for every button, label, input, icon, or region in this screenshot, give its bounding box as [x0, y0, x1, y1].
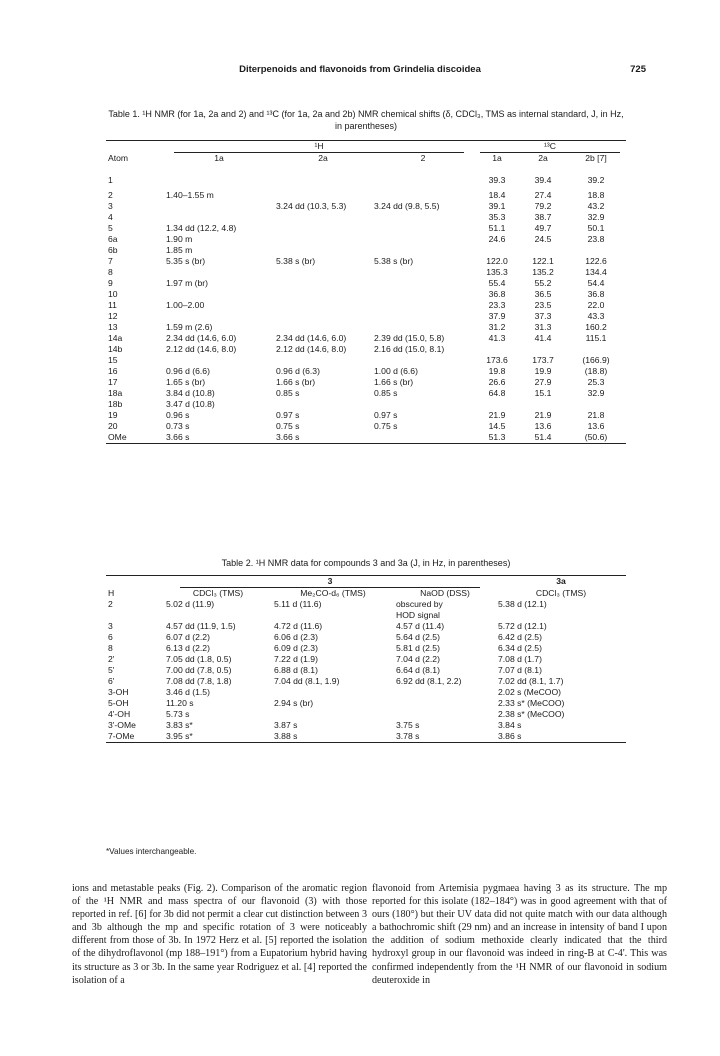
table-cell: 6.42 d (2.5)	[498, 632, 542, 642]
page-number: 725	[630, 64, 646, 75]
table-cell: 14.5	[488, 421, 506, 431]
table-cell	[272, 709, 394, 720]
table-cell	[372, 355, 474, 366]
table-cell	[520, 399, 566, 410]
table-cell: 27.4	[534, 190, 552, 200]
table-row	[106, 245, 626, 256]
table1-column-header: 1a	[492, 153, 502, 163]
table-cell: 50.1	[587, 223, 605, 233]
table-cell: 0.96 d (6.3)	[276, 366, 320, 376]
table-cell: 5.35 s (br)	[166, 256, 206, 266]
table-cell: 2.94 s (br)	[274, 698, 314, 708]
table-row	[106, 201, 626, 212]
table-cell: 115.1	[585, 333, 607, 343]
table-cell: 6.07 d (2.2)	[166, 632, 210, 642]
proton-label: 7-OMe	[106, 731, 164, 743]
table-cell: 134.4	[585, 267, 607, 277]
proton-label: 6'	[108, 676, 115, 686]
table-cell: 26.6	[488, 377, 506, 387]
table-cell	[394, 687, 496, 698]
table-cell: 1.85 m	[166, 245, 193, 255]
table-row	[106, 687, 626, 698]
table-cell: 3.24 dd (9.8, 5.5)	[374, 201, 440, 211]
table-cell: 1.97 m (br)	[166, 278, 209, 288]
table-cell: 31.3	[534, 322, 552, 332]
table-cell: 51.1	[488, 223, 506, 233]
table-cell: 3.75 s	[396, 720, 420, 730]
table-cell: 41.4	[534, 333, 552, 343]
table-cell: 135.3	[486, 267, 508, 277]
table-row	[106, 377, 626, 388]
table-cell: 3.66 s	[164, 432, 274, 444]
table-cell	[164, 212, 274, 223]
table-cell: 0.97 s	[374, 410, 398, 420]
atom-label: 14a	[108, 333, 123, 343]
table1-column-header: 2a	[318, 153, 328, 163]
table-cell: 6.34 d (2.5)	[498, 643, 542, 653]
table2-footnote: *Values interchangeable.	[106, 847, 197, 856]
atom-label: 2	[108, 190, 113, 200]
table-cell: 19.9	[534, 366, 552, 376]
proton-label: 6	[108, 632, 113, 642]
table-cell: 0.96 d (6.6)	[166, 366, 210, 376]
table-cell: 6.88 d (8.1)	[274, 665, 318, 675]
table-cell	[274, 278, 372, 289]
table-row	[106, 300, 626, 311]
table-row	[106, 322, 626, 333]
table-row	[106, 621, 626, 632]
table-cell: 5.64 d (2.5)	[396, 632, 440, 642]
table-cell	[496, 610, 626, 621]
table-cell	[274, 175, 372, 190]
table-row	[106, 289, 626, 300]
table2	[106, 575, 626, 743]
table1-caption: Table 1. ¹H NMR (for 1a, 2a and 2) and ¹³C (for 1a, 2a and 2b) NMR chemical shifts (δ, CDCl₃, TMS as internal standard, J, in Hz, in parentheses)	[108, 109, 624, 131]
table-row	[106, 333, 626, 344]
proton-label: 3-OH	[108, 687, 129, 697]
table-row	[106, 599, 626, 610]
table-row	[106, 610, 626, 621]
table2-column-header: NaOD (DSS)	[420, 588, 470, 598]
table-cell	[274, 355, 372, 366]
proton-label: 2'	[108, 654, 115, 664]
table-cell: (50.6)	[566, 432, 626, 444]
table-cell: 23.8	[587, 234, 605, 244]
atom-label: 13	[108, 322, 118, 332]
table-cell: 5.02 d (11.9)	[166, 599, 215, 609]
table-cell: 51.3	[474, 432, 520, 444]
table-cell	[274, 311, 372, 322]
table-cell: 4.57 d (11.4)	[396, 621, 445, 631]
table-cell: 21.9	[534, 410, 552, 420]
table-cell: 39.3	[488, 175, 506, 185]
table-cell: 6.09 d (2.3)	[274, 643, 318, 653]
table-cell: 1.40–1.55 m	[166, 190, 214, 200]
table-cell: 22.0	[587, 300, 605, 310]
table-cell: 0.97 s	[276, 410, 300, 420]
table1	[106, 140, 626, 444]
table-row	[106, 190, 626, 201]
proton-label: 4'-OH	[108, 709, 131, 719]
table-cell: 39.1	[488, 201, 506, 211]
body-left-column	[72, 882, 367, 987]
table-cell: 3.95 s*	[164, 731, 272, 743]
table-cell: 2.12 dd (14.6, 8.0)	[166, 344, 237, 354]
table-cell: 3.47 d (10.8)	[166, 399, 215, 409]
table-cell: 5.81 d (2.5)	[396, 643, 440, 653]
table-cell	[164, 201, 274, 212]
table-cell: obscured by	[396, 599, 443, 609]
atom-label: 9	[108, 278, 113, 288]
table-cell	[164, 267, 274, 278]
table-cell	[372, 267, 474, 278]
table-cell	[372, 234, 474, 245]
table-cell	[164, 289, 274, 300]
table2-column-header: Me₂CO-d₆ (TMS)	[300, 588, 366, 598]
table-row	[106, 410, 626, 421]
proton-label: 5'	[108, 665, 115, 675]
table-cell	[372, 190, 474, 201]
table-cell: 38.7	[534, 212, 552, 222]
table-cell: 23.5	[534, 300, 552, 310]
atom-label: 7	[108, 256, 113, 266]
table-cell: 1.00–2.00	[166, 300, 205, 310]
table-cell: 1.34 dd (12.2, 4.8)	[166, 223, 237, 233]
table-cell: 7.07 d (8.1)	[498, 665, 542, 675]
table-row	[106, 311, 626, 322]
atom-label: 15	[108, 355, 118, 365]
table-cell: 55.2	[534, 278, 552, 288]
table-cell: 2.12 dd (14.6, 8.0)	[276, 344, 347, 354]
table-cell	[372, 223, 474, 234]
table-cell: 2.34 dd (14.6, 6.0)	[276, 333, 347, 343]
table-cell: 23.3	[488, 300, 506, 310]
table-cell: 64.8	[488, 388, 506, 398]
table-cell: 31.2	[488, 322, 506, 332]
table-cell	[520, 344, 566, 355]
table2-column-header: CDCl₃ (TMS)	[535, 588, 587, 598]
table-cell: 13.6	[534, 421, 552, 431]
atom-label: 3	[108, 201, 113, 211]
table-cell: 3.84 d (10.8)	[166, 388, 215, 398]
body-right-column	[372, 882, 667, 987]
table-cell: 6.92 dd (8.1, 2.2)	[396, 676, 462, 686]
table-cell	[274, 234, 372, 245]
table-cell	[274, 267, 372, 278]
table-cell: 0.85 s	[276, 388, 300, 398]
table-row	[106, 720, 626, 731]
table-cell: 7.04 dd (8.1, 1.9)	[274, 676, 340, 686]
table-cell: 3.87 s	[274, 720, 298, 730]
atom-label: 12	[108, 311, 118, 321]
table-cell: 0.75 s	[374, 421, 398, 431]
proton-label: 8	[108, 643, 113, 653]
table-cell: (166.9)	[582, 355, 610, 365]
table-cell	[274, 399, 372, 410]
table-cell: 36.8	[488, 289, 506, 299]
table-cell: 7.04 d (2.2)	[396, 654, 440, 664]
table-cell	[394, 698, 496, 709]
table2-column-header: CDCl₃ (TMS)	[192, 588, 244, 598]
table-cell: 7.08 d (1.7)	[498, 654, 542, 664]
table-cell: 122.1	[532, 256, 554, 266]
table-cell	[164, 610, 272, 621]
table-cell: 7.05 dd (1.8, 0.5)	[166, 654, 232, 664]
table-cell: 49.7	[534, 223, 552, 233]
table-row	[106, 223, 626, 234]
table-cell	[164, 175, 274, 190]
table-cell: 3.88 s	[272, 731, 394, 743]
table-cell	[274, 322, 372, 333]
table-cell	[566, 344, 626, 355]
atom-label: OMe	[106, 432, 164, 444]
table-cell: 3.24 dd (10.3, 5.3)	[276, 201, 347, 211]
table-cell: 2.38 s* (MeCOO)	[498, 709, 565, 719]
table-cell: 3.83 s*	[166, 720, 193, 730]
table-row	[106, 665, 626, 676]
table-cell: 1.00 d (6.6)	[374, 366, 418, 376]
body-right-text: flavonoid from Artemisia pygmaea having 3 as its structure. The mp reported for this isolate (182–184°) was in good agreement with that of ours (180°) but their UV data did not quite match with our data although a bathochromic shift (29 nm) and an increase in intensity of band I upon the addition of sodium methoxide clearly indicated that the third hydroxyl group in our flavonoid was indeed in ring-B at C-4'. This was confirmed independently from the ¹H NMR of our flavonoid in sodium deuteroxide in	[372, 883, 667, 986]
atom-label: 17	[108, 377, 118, 387]
table-cell	[566, 399, 626, 410]
table-cell: 43.3	[587, 311, 605, 321]
table-cell: 7.00 dd (7.8, 0.5)	[166, 665, 232, 675]
atom-label: 14b	[108, 344, 123, 354]
table-cell: 1.66 s (br)	[276, 377, 316, 387]
table-cell: 24.6	[488, 234, 506, 244]
table-cell: 2.34 dd (14.6, 6.0)	[166, 333, 237, 343]
table-cell	[372, 322, 474, 333]
table2-group-3: 3	[180, 576, 480, 588]
table-cell: 1.65 s (br)	[166, 377, 206, 387]
table-cell: 5.38 s (br)	[374, 256, 414, 266]
table-cell	[372, 212, 474, 223]
table-cell	[474, 344, 520, 355]
table-row	[106, 267, 626, 278]
table-cell	[274, 245, 372, 256]
table2-column-header: H	[108, 588, 115, 598]
table-cell	[372, 175, 474, 190]
table-cell: 7.02 dd (8.1, 1.7)	[498, 676, 564, 686]
table-row	[106, 676, 626, 687]
table-cell: 7.22 d (1.9)	[274, 654, 318, 664]
page-header	[0, 64, 720, 82]
table1-column-header: 2b [7]	[585, 153, 607, 163]
atom-label: 20	[108, 421, 118, 431]
table-cell	[274, 223, 372, 234]
table-cell: 36.5	[534, 289, 552, 299]
table-cell: 4.57 dd (11.9, 1.5)	[166, 621, 236, 631]
table-cell: 24.5	[534, 234, 552, 244]
table-cell: 5.38 d (12.1)	[498, 599, 547, 609]
table1-h-group: ¹H	[174, 141, 464, 153]
table-cell	[520, 245, 566, 256]
table-cell: 11.20 s	[166, 698, 194, 708]
table1-column-header: 2a	[538, 153, 548, 163]
table-cell	[274, 289, 372, 300]
body-left-text: ions and metastable peaks (Fig. 2). Comparison of the aromatic region of the ¹H NMR and mass spectra of our flavonoid (3) with those reported in ref. [6] for 3b did not permit a clear cut distinction between 3 and 3b although the mp and specific rotation of 3 were noticeably different from those of 3b. In 1972 Herz et al. [5] reported the isolation of the dihydroflavonol (mp 188–191°) from a Eupatorium hybrid having its structure as 3 or 3b. In the same year Rodriguez et al. [4] reported the isolation of a	[72, 883, 367, 986]
table-cell: 0.96 s	[166, 410, 190, 420]
table-cell: 18.4	[488, 190, 506, 200]
table-cell: 25.3	[587, 377, 605, 387]
proton-label	[106, 610, 164, 621]
table-cell: 3.78 s	[394, 731, 496, 743]
proton-label: 3	[108, 621, 113, 631]
table-cell	[372, 300, 474, 311]
atom-label: 18b	[108, 399, 123, 409]
table-cell	[272, 610, 394, 621]
table-cell	[372, 245, 474, 256]
table-cell: 36.8	[587, 289, 605, 299]
table-cell	[372, 399, 474, 410]
table-cell: 173.7	[532, 355, 554, 365]
table-cell	[272, 687, 394, 698]
table-cell	[394, 709, 496, 720]
table1-column-header: Atom	[108, 153, 129, 163]
table-cell: 37.3	[534, 311, 552, 321]
table-cell: 15.1	[534, 388, 552, 398]
table-row	[106, 643, 626, 654]
table-cell: 3.84 s	[498, 720, 522, 730]
atom-label: 16	[108, 366, 118, 376]
table-cell: 3.66 s	[274, 432, 372, 444]
table-row	[106, 654, 626, 665]
table-cell	[474, 245, 520, 256]
table-cell: 5.11 d (11.6)	[274, 599, 322, 609]
atom-label: 1	[108, 175, 113, 185]
table-row	[106, 731, 626, 743]
table-cell	[164, 311, 274, 322]
table1-column-header: 1a	[214, 153, 224, 163]
table-cell	[164, 355, 274, 366]
table-row	[106, 399, 626, 410]
table-cell: 122.0	[486, 256, 508, 266]
table-cell	[274, 300, 372, 311]
table-row	[106, 278, 626, 289]
table-row	[106, 234, 626, 245]
table-cell: 0.85 s	[374, 388, 398, 398]
table-row	[106, 256, 626, 267]
table-row	[106, 366, 626, 377]
proton-label: 3'-OMe	[108, 720, 136, 730]
table-cell: 2.16 dd (15.0, 8.1)	[374, 344, 445, 354]
table-cell	[274, 190, 372, 201]
atom-label: 6b	[108, 245, 118, 255]
atom-label: 5	[108, 223, 113, 233]
table-cell: 39.4	[534, 175, 552, 185]
table-row	[106, 388, 626, 399]
table1-c-group: ¹³C	[480, 141, 620, 153]
table-cell: 32.9	[587, 388, 605, 398]
table-cell: 27.9	[534, 377, 552, 387]
table-row	[106, 344, 626, 355]
atom-label: 4	[108, 212, 113, 222]
table-cell: 3.86 s	[496, 731, 626, 743]
table-cell: 39.2	[587, 175, 605, 185]
table-cell: 173.6	[486, 355, 508, 365]
table-cell: 1.59 m (2.6)	[166, 322, 213, 332]
table1-column-header: 2	[420, 153, 426, 163]
table-cell: 5.73 s	[166, 709, 190, 719]
table-cell: 13.6	[587, 421, 605, 431]
table-cell: 21.8	[587, 410, 605, 420]
table-row	[106, 421, 626, 432]
table-cell: 18.8	[587, 190, 605, 200]
table-cell: 122.6	[585, 256, 607, 266]
table-cell: 7.08 dd (7.8, 1.8)	[166, 676, 232, 686]
atom-label: 19	[108, 410, 118, 420]
table-cell	[372, 289, 474, 300]
table-cell	[372, 311, 474, 322]
table-cell: 0.73 s	[166, 421, 190, 431]
table-row	[106, 212, 626, 223]
table-cell	[372, 432, 474, 444]
table-cell: 1.66 s (br)	[374, 377, 414, 387]
table-row	[106, 432, 626, 444]
table-cell: 41.3	[488, 333, 506, 343]
table-cell: 6.13 d (2.2)	[166, 643, 210, 653]
table-cell: 6.06 d (2.3)	[274, 632, 318, 642]
table-cell: 37.9	[488, 311, 506, 321]
atom-label: 6a	[108, 234, 118, 244]
table-cell: HOD signal	[396, 610, 440, 620]
atom-label: 11	[108, 300, 117, 310]
table-cell: 5.72 d (12.1)	[498, 621, 547, 631]
atom-label: 10	[108, 289, 118, 299]
table-cell: 54.4	[587, 278, 605, 288]
table-cell: 1.90 m	[166, 234, 193, 244]
proton-label: 5-OH	[108, 698, 129, 708]
table-cell: 160.2	[585, 322, 607, 332]
table-cell: 2.33 s* (MeCOO)	[498, 698, 565, 708]
table-cell: 35.3	[488, 212, 506, 222]
table-cell: 43.2	[587, 201, 605, 211]
table2-caption: Table 2. ¹H NMR data for compounds 3 and 3a (J, in Hz, in parentheses)	[221, 558, 511, 568]
table-cell: 135.2	[532, 267, 554, 277]
atom-label: 18a	[108, 388, 123, 398]
table-cell: 51.4	[520, 432, 566, 444]
table-row	[106, 709, 626, 720]
table-cell: 19.8	[488, 366, 506, 376]
table-cell: 79.2	[534, 201, 552, 211]
proton-label: 2	[108, 599, 113, 609]
running-title: Diterpenoids and flavonoids from Grindelia discoidea	[239, 64, 481, 75]
table-row	[106, 698, 626, 709]
table-cell	[566, 245, 626, 256]
table-cell: 21.9	[488, 410, 506, 420]
table-cell: 6.64 d (8.1)	[396, 665, 440, 675]
table-cell	[372, 278, 474, 289]
table-cell: 3.46 d (1.5)	[166, 687, 210, 697]
table-row	[106, 355, 626, 366]
table-row	[106, 175, 626, 190]
table-cell: 0.75 s	[276, 421, 300, 431]
table-cell: 55.4	[488, 278, 506, 288]
table-cell: 5.38 s (br)	[276, 256, 316, 266]
table-cell: (18.8)	[584, 366, 608, 376]
atom-label: 8	[108, 267, 113, 277]
table-cell: 2.39 dd (15.0, 5.8)	[374, 333, 445, 343]
table-cell: 2.02 s (MeCOO)	[498, 687, 562, 697]
table-cell: 4.72 d (11.6)	[274, 621, 323, 631]
table-row	[106, 632, 626, 643]
table2-group-3a: 3a	[496, 576, 626, 589]
table-cell	[274, 212, 372, 223]
table-cell: 32.9	[587, 212, 605, 222]
table-cell	[474, 399, 520, 410]
